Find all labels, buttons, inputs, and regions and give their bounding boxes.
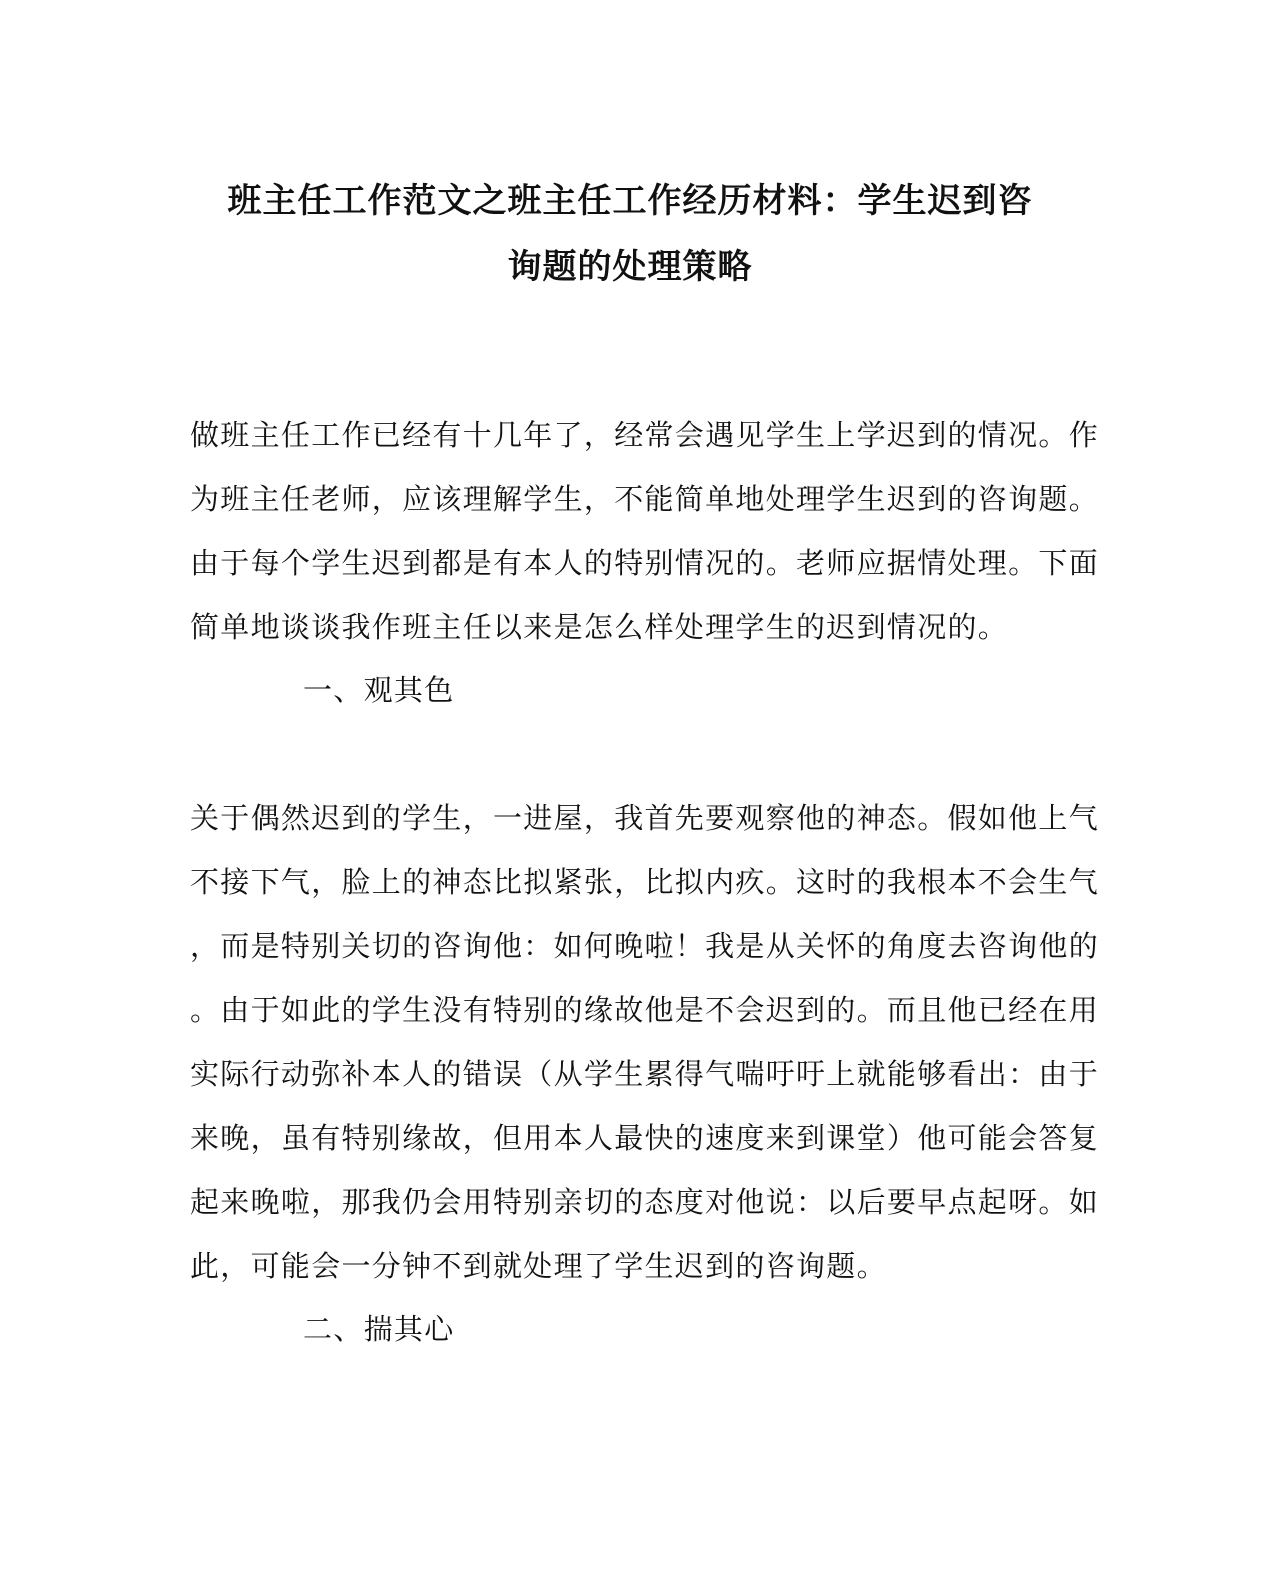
section-heading-1: 一、观其色 — [303, 673, 455, 707]
paragraph-line: 做班主任工作已经有十几年了，经常会遇见学生上学迟到的情况。作 — [190, 418, 1100, 452]
paragraph-line: ，而是特别关切的咨询他：如何晚啦！我是从关怀的角度去咨询他的 — [190, 929, 1100, 963]
paragraph-line: 关于偶然迟到的学生，一进屋，我首先要观察他的神态。假如他上气 — [190, 801, 1100, 835]
paragraph-line: 实际行动弥补本人的错误（从学生累得气喘吁吁上就能够看出：由于 — [190, 1057, 1100, 1091]
paragraph-line: 此，可能会一分钟不到就处理了学生迟到的咨询题。 — [190, 1249, 887, 1283]
paragraph-line: 由于每个学生迟到都是有本人的特别情况的。老师应据情处理。下面 — [190, 546, 1100, 580]
paragraph-line: 不接下气，脸上的神态比拟紧张，比拟内疚。这时的我根本不会生气 — [190, 865, 1100, 899]
paragraph-line: 起来晚啦，那我仍会用特别亲切的态度对他说：以后要早点起呀。如 — [190, 1185, 1100, 1219]
document-title — [160, 168, 1100, 300]
title-line-2: 询题的处理策略 — [507, 247, 753, 287]
section1-paragraph — [190, 786, 1100, 1298]
paragraph-line: 。由于如此的学生没有特别的缘故他是不会迟到的。而且他已经在用 — [190, 993, 1100, 1027]
intro-paragraph — [190, 403, 1100, 659]
section-heading-2: 二、揣其心 — [303, 1312, 455, 1346]
paragraph-line: 为班主任老师，应该理解学生，不能简单地处理学生迟到的咨询题。 — [190, 482, 1100, 516]
paragraph-line: 简单地谈谈我作班主任以来是怎么样处理学生的迟到情况的。 — [190, 610, 1009, 644]
paragraph-line: 来晚，虽有特别缘故，但用本人最快的速度来到课堂）他可能会答复 — [190, 1121, 1100, 1155]
title-line-1: 班主任工作范文之班主任工作经历材料：学生迟到咨 — [227, 181, 1033, 221]
